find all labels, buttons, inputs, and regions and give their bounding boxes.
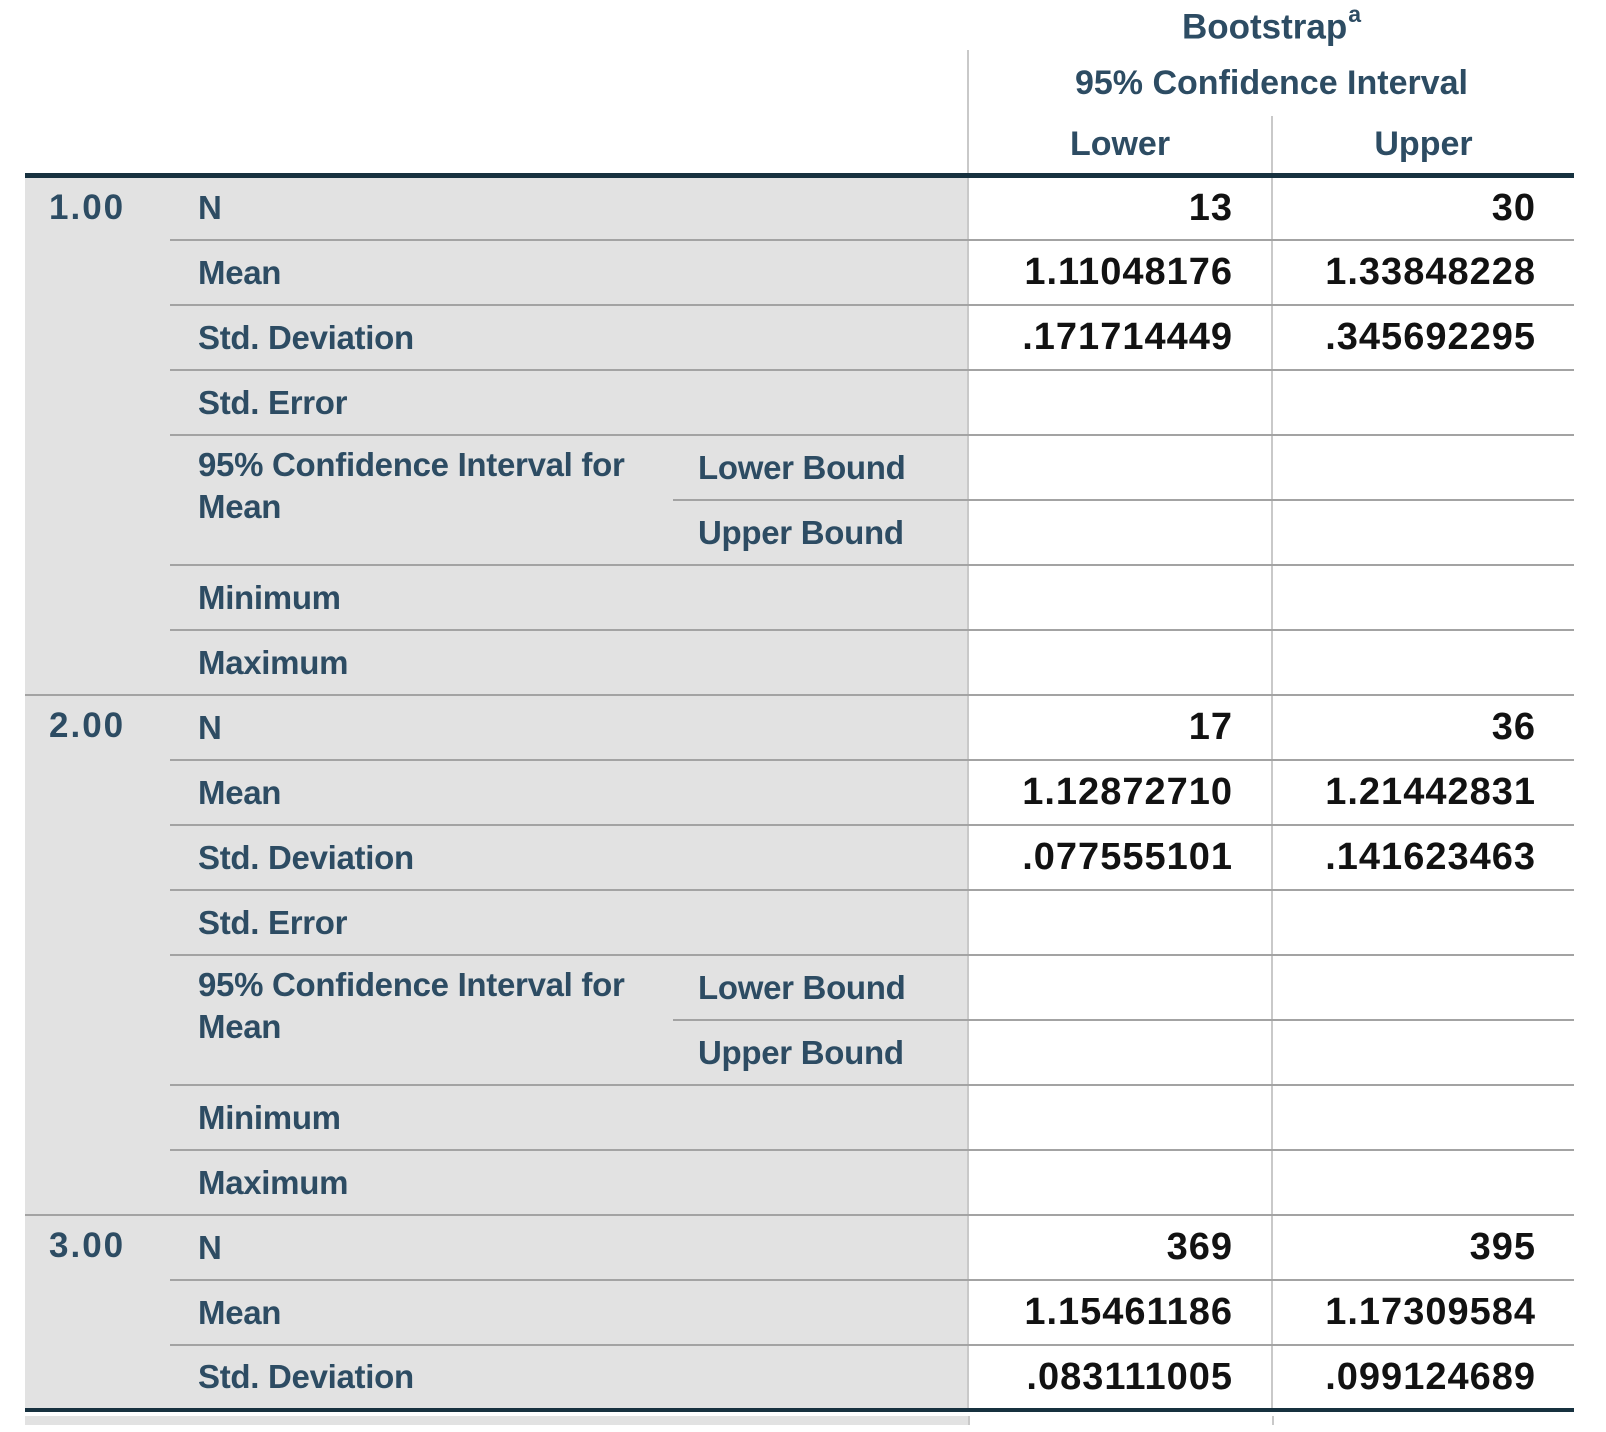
- value-cell-lower: [968, 1085, 1272, 1150]
- row-label: Std. Error: [170, 370, 968, 435]
- table-row: [25, 1345, 1574, 1410]
- value-cell-lower: [968, 565, 1272, 630]
- footnote-marker: a: [1348, 0, 1362, 27]
- table-row: [25, 370, 1574, 435]
- value-cell-lower: [968, 500, 1272, 565]
- value-cell-lower: [968, 630, 1272, 695]
- next-row-crop-strip: [25, 1416, 1574, 1425]
- table-row: [25, 175, 1574, 240]
- value-cell-lower: 13: [968, 175, 1272, 240]
- sub-label: Lower Bound: [673, 955, 968, 1020]
- table-title: [968, 0, 1574, 50]
- row-label: Mean: [170, 240, 968, 305]
- table-row: [25, 760, 1574, 825]
- value-cell-lower: .083111005: [968, 1345, 1272, 1410]
- value-cell-upper: 1.33848228: [1272, 240, 1574, 305]
- table-row: [25, 435, 1574, 500]
- header-row-ci-span: [25, 50, 1574, 116]
- value-cell-lower: [968, 1020, 1272, 1085]
- row-label: N: [170, 1215, 968, 1280]
- table-row: [25, 825, 1574, 890]
- value-cell-lower: .077555101: [968, 825, 1272, 890]
- value-cell-upper: [1272, 1085, 1574, 1150]
- group-label: 3.00: [25, 1215, 170, 1410]
- row-label: Minimum: [170, 565, 968, 630]
- table-row: [25, 1215, 1574, 1280]
- value-cell-lower: [968, 370, 1272, 435]
- column-header-upper: Upper: [1272, 116, 1574, 175]
- table-body: [25, 175, 1574, 1410]
- header-row-columns: [25, 116, 1574, 175]
- row-label: Maximum: [170, 1150, 968, 1215]
- row-label-text: 95% Confidence Interval for Mean: [198, 966, 625, 1046]
- table-row: [25, 1085, 1574, 1150]
- value-cell-upper: [1272, 630, 1574, 695]
- value-cell-upper: [1272, 500, 1574, 565]
- table-row: [25, 305, 1574, 370]
- row-label: Maximum: [170, 630, 968, 695]
- header-row-title: [25, 0, 1574, 50]
- row-label: Std. Deviation: [170, 305, 968, 370]
- sub-label: Upper Bound: [673, 1020, 968, 1085]
- crop-strip-divider: [1272, 1416, 1274, 1425]
- row-label-text: 95% Confidence Interval for Mean: [198, 446, 625, 526]
- sub-label: Upper Bound: [673, 500, 968, 565]
- value-cell-upper: .345692295: [1272, 305, 1574, 370]
- row-label: [170, 955, 673, 1085]
- table-row: [25, 630, 1574, 695]
- table-row: [25, 695, 1574, 760]
- value-cell-lower: 17: [968, 695, 1272, 760]
- table-title-text: Bootstrap: [1181, 7, 1348, 47]
- row-label: Std. Error: [170, 890, 968, 955]
- value-cell-lower: .171714449: [968, 305, 1272, 370]
- row-label: Mean: [170, 1280, 968, 1345]
- table-header: [25, 0, 1574, 175]
- value-cell-upper: [1272, 1150, 1574, 1215]
- value-cell-lower: 1.11048176: [968, 240, 1272, 305]
- table-row: [25, 565, 1574, 630]
- value-cell-lower: 1.12872710: [968, 760, 1272, 825]
- value-cell-upper: [1272, 370, 1574, 435]
- table-row: [25, 890, 1574, 955]
- bootstrap-table: [25, 0, 1574, 1412]
- value-cell-upper: 30: [1272, 175, 1574, 240]
- value-cell-upper: 1.17309584: [1272, 1280, 1574, 1345]
- value-cell-lower: [968, 890, 1272, 955]
- row-label: Std. Deviation: [170, 1345, 968, 1410]
- row-label: N: [170, 175, 968, 240]
- group-label: 1.00: [25, 175, 170, 695]
- value-cell-upper: [1272, 435, 1574, 500]
- value-cell-upper: [1272, 955, 1574, 1020]
- column-header-lower: Lower: [968, 116, 1272, 175]
- value-cell-lower: [968, 435, 1272, 500]
- row-label: [170, 435, 673, 565]
- crop-strip-divider: [968, 1416, 970, 1425]
- value-cell-lower: 1.15461186: [968, 1280, 1272, 1345]
- header-stub: [25, 50, 968, 116]
- table-row: [25, 1280, 1574, 1345]
- row-label: Mean: [170, 760, 968, 825]
- value-cell-lower: [968, 955, 1272, 1020]
- value-cell-upper: [1272, 1020, 1574, 1085]
- value-cell-upper: 1.21442831: [1272, 760, 1574, 825]
- value-cell-upper: 395: [1272, 1215, 1574, 1280]
- table-row: [25, 955, 1574, 1020]
- sub-label: Lower Bound: [673, 435, 968, 500]
- row-label: Minimum: [170, 1085, 968, 1150]
- crop-strip-stub: [25, 1416, 968, 1425]
- value-cell-upper: [1272, 890, 1574, 955]
- value-cell-upper: [1272, 565, 1574, 630]
- table-row: [25, 240, 1574, 305]
- value-cell-upper: .141623463: [1272, 825, 1574, 890]
- row-label: Std. Deviation: [170, 825, 968, 890]
- value-cell-lower: [968, 1150, 1272, 1215]
- table-row: [25, 1150, 1574, 1215]
- row-label: N: [170, 695, 968, 760]
- value-cell-lower: 369: [968, 1215, 1272, 1280]
- group-label: 2.00: [25, 695, 170, 1215]
- header-stub: [25, 0, 968, 50]
- header-stub: [25, 116, 968, 175]
- value-cell-upper: .099124689: [1272, 1345, 1574, 1410]
- ci-span-header: 95% Confidence Interval: [968, 50, 1574, 116]
- value-cell-upper: 36: [1272, 695, 1574, 760]
